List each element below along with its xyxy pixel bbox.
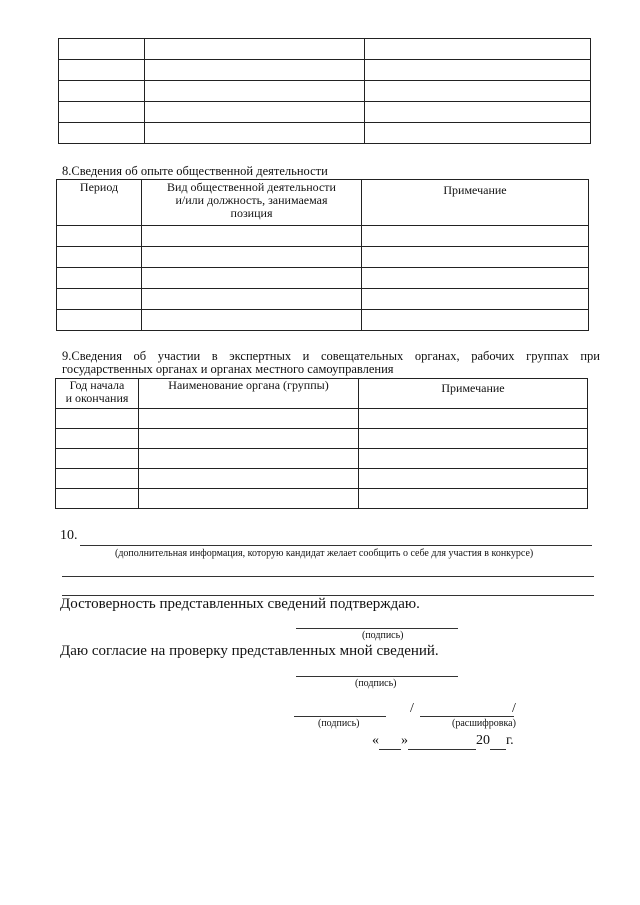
column-header-period: Период: [57, 180, 142, 226]
table-cell[interactable]: [139, 469, 359, 489]
table-cell[interactable]: [139, 489, 359, 509]
section-10-number: 10.: [60, 528, 78, 543]
table-cell[interactable]: [139, 409, 359, 429]
signature-separator: /: [410, 701, 414, 716]
table-row: [56, 469, 588, 489]
table-row: [57, 226, 589, 247]
confirmation-statement: Достоверность представленных сведений подтверждаю.: [60, 596, 420, 612]
table-cell[interactable]: [57, 226, 142, 247]
column-header-note: Примечание: [362, 180, 589, 226]
confirmation-signature-label: (подпись): [362, 630, 404, 641]
table-cell[interactable]: [362, 310, 589, 331]
date-month-field[interactable]: [408, 733, 476, 750]
table-cell[interactable]: [142, 268, 362, 289]
table-cell[interactable]: [57, 268, 142, 289]
table-row: [56, 409, 588, 429]
table-cell[interactable]: [57, 247, 142, 268]
column-header-body-name: Наименование органа (группы): [139, 379, 359, 409]
column-header-activity: Вид общественной деятельности и/или должность, занимаемая позиция: [142, 180, 362, 226]
table-cell[interactable]: [142, 247, 362, 268]
date-row: [372, 733, 514, 750]
table-cell[interactable]: [59, 81, 145, 102]
table-cell[interactable]: [142, 310, 362, 331]
table-cell[interactable]: [359, 429, 588, 449]
table-row: [57, 268, 589, 289]
table-cell[interactable]: [139, 449, 359, 469]
column-header-note: Примечание: [359, 379, 588, 409]
date-close-quote: »: [401, 733, 408, 748]
table-cell[interactable]: [142, 226, 362, 247]
table-cell[interactable]: [359, 409, 588, 429]
additional-info-line-2[interactable]: [62, 576, 594, 577]
decoding-end-slash: /: [512, 701, 516, 716]
table-cell[interactable]: [59, 102, 145, 123]
date-open-quote: «: [372, 733, 379, 748]
confirmation-signature-line[interactable]: [296, 628, 458, 629]
table-cell[interactable]: [362, 247, 589, 268]
table-cell[interactable]: [359, 469, 588, 489]
table-cell[interactable]: [365, 39, 591, 60]
table-cell[interactable]: [145, 123, 365, 144]
table-cell[interactable]: [145, 39, 365, 60]
table-cell[interactable]: [362, 268, 589, 289]
section-9-title-line-2: государственных органах и органах местного самоуправления: [62, 362, 394, 376]
section-10-hint: (дополнительная информация, которую кандидат желает сообщить о себе для участия в конкурсе): [115, 548, 534, 559]
table-cell[interactable]: [56, 489, 139, 509]
section-8-table: [56, 179, 589, 331]
table-cell[interactable]: [56, 469, 139, 489]
consent-signature-label: (подпись): [355, 678, 397, 689]
table-row: [57, 289, 589, 310]
table-cell[interactable]: [57, 310, 142, 331]
table-cell[interactable]: [145, 60, 365, 81]
date-day-field[interactable]: [379, 733, 401, 750]
table-header-row: [56, 379, 588, 409]
section-9-table: [55, 378, 588, 509]
date-year-prefix: 20: [476, 733, 490, 748]
table-cell[interactable]: [59, 123, 145, 144]
consent-statement: Даю согласие на проверку представленных мной сведений.: [60, 643, 439, 659]
date-year-field[interactable]: [490, 733, 506, 750]
table-cell[interactable]: [142, 289, 362, 310]
table-cell[interactable]: [365, 123, 591, 144]
section-8-title: 8.Сведения об опыте общественной деятельности: [62, 164, 328, 178]
table-cell[interactable]: [139, 429, 359, 449]
column-header-years: Год начала и окончания: [56, 379, 139, 409]
table-cell[interactable]: [56, 429, 139, 449]
table-cell[interactable]: [56, 409, 139, 429]
table-row: [57, 247, 589, 268]
table-cell[interactable]: [145, 102, 365, 123]
previous-section-table: [58, 38, 591, 144]
table-row: [57, 310, 589, 331]
section-9-title: [62, 350, 600, 376]
table-cell[interactable]: [362, 289, 589, 310]
decoding-line[interactable]: [420, 716, 514, 717]
table-cell[interactable]: [145, 81, 365, 102]
date-year-suffix: г.: [506, 733, 514, 748]
decoding-label: (расшифровка): [452, 718, 516, 729]
section-10-input-line[interactable]: [80, 545, 592, 546]
table-cell[interactable]: [56, 449, 139, 469]
table-cell[interactable]: [365, 102, 591, 123]
table-cell[interactable]: [57, 289, 142, 310]
final-signature-label: (подпись): [318, 718, 360, 729]
table-row: [56, 429, 588, 449]
table-row: [56, 449, 588, 469]
consent-signature-line[interactable]: [296, 676, 458, 677]
table-header-row: [57, 180, 589, 226]
table-cell[interactable]: [59, 39, 145, 60]
table-cell[interactable]: [359, 449, 588, 469]
table-cell[interactable]: [359, 489, 588, 509]
table-cell[interactable]: [365, 81, 591, 102]
section-9-title-line-1: 9.Сведения об участии в экспертных и совещательных органах, рабочих группах при: [62, 349, 600, 363]
table-cell[interactable]: [59, 60, 145, 81]
table-cell[interactable]: [365, 60, 591, 81]
table-cell[interactable]: [362, 226, 589, 247]
final-signature-line[interactable]: [294, 716, 386, 717]
table-row: [56, 489, 588, 509]
